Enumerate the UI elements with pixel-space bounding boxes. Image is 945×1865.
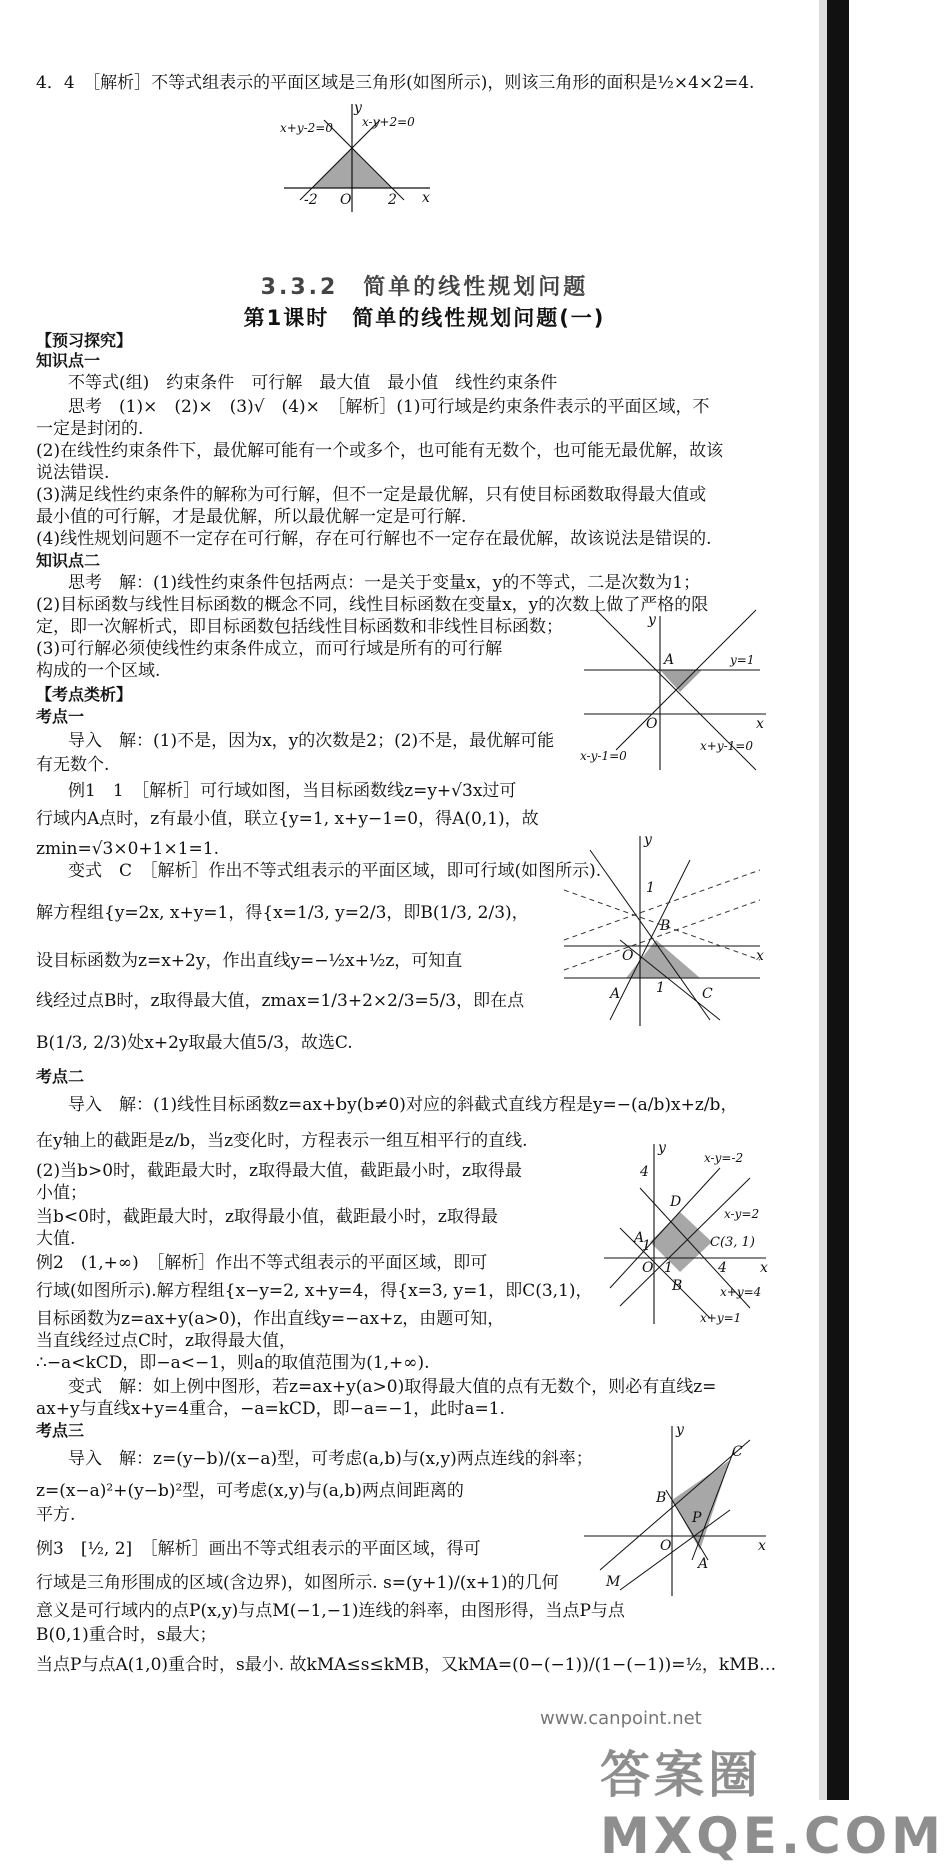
text-line: 不等式(组) 约束条件 可行解 最大值 最小值 线性约束条件 bbox=[68, 373, 558, 393]
text-line: 行域内A点时，z有最小值，联立{y=1, x+y−1=0，得A(0,1)，故 bbox=[36, 809, 539, 829]
text-line: zmin=√3×0+1×1=1. bbox=[36, 839, 219, 859]
label-x: x bbox=[422, 190, 430, 206]
heading-preview: 【预习探究】 bbox=[36, 331, 133, 350]
label-origin: O bbox=[646, 716, 658, 732]
figure-variant-1 bbox=[560, 830, 770, 1030]
label-C: C(3, 1) bbox=[710, 1235, 755, 1250]
text-line: 思考 解：(1)线性约束条件包括两点：一是关于变量x，y的不等式，二是次数为1； bbox=[68, 573, 701, 593]
text-line: 有无数个. bbox=[36, 755, 110, 775]
label-C: C bbox=[702, 986, 713, 1002]
text-line: 例1 1 ［解析］可行域如图，当目标函数线z=y+√3x过可 bbox=[68, 781, 517, 801]
text-line: 当b<0时，截距最大时，z取得最小值，截距最小时，z取得最 bbox=[36, 1207, 498, 1227]
text-line: 当点P与点A(1,0)重合时，s最小. 故kMA≤s≤kMB，又kMA=(0−(−1))/(1−(−1))=½，kMB… bbox=[36, 1655, 777, 1675]
heading-analysis: 【考点类析】 bbox=[36, 685, 133, 704]
text-line: 行域(如图所示).解方程组{x−y=2, x+y=4，得{x=3, y=1，即C(3,1)， bbox=[36, 1281, 593, 1301]
text-line: 变式 解：如上例中图形，若z=ax+y(a>0)取得最大值的点有无数个，则必有直线z= bbox=[68, 1377, 717, 1397]
label-y: y bbox=[644, 832, 652, 848]
tick-4-y: 4 bbox=[640, 1164, 649, 1180]
text-line: (2)目标函数与线性目标函数的概念不同，线性目标函数在变量x，y的次数上做了严格的限 bbox=[36, 595, 709, 615]
line-MA bbox=[620, 1510, 730, 1590]
text-line: 小值； bbox=[36, 1183, 87, 1203]
heading-kaodian-1: 考点一 bbox=[36, 707, 85, 726]
label-C: C bbox=[732, 1444, 743, 1460]
site-logo: 答案圈 MXQE.COM bbox=[600, 1746, 945, 1865]
figure-example-2 bbox=[600, 1138, 770, 1328]
text-line: (2)在线性约束条件下，最优解可能有一个或多个，也可能有无数个，也可能无最优解，故该 bbox=[36, 441, 724, 461]
label-origin: O bbox=[340, 192, 352, 208]
figure-example-3 bbox=[580, 1420, 770, 1600]
heading-kaodian-2: 考点二 bbox=[36, 1067, 85, 1086]
line-x+y-1 bbox=[616, 610, 756, 750]
label-line-a: x-y-1=0 bbox=[580, 749, 627, 763]
label-x: x bbox=[756, 948, 764, 964]
label-y: y bbox=[658, 1140, 666, 1156]
label-line-1: x+y-2=0 bbox=[280, 121, 333, 135]
text-line: 导入 解：z=(y−b)/(x−a)型，可考虑(a,b)与(x,y)两点连线的斜率； bbox=[68, 1449, 593, 1469]
label-origin: O bbox=[660, 1538, 672, 1554]
text-line: ∴−a<kCD，即−a<−1，则a的取值范围为(1,+∞). bbox=[36, 1353, 430, 1373]
text-line: B(1/3, 2/3)处x+2y取最大值5/3，故选C. bbox=[36, 1033, 353, 1053]
lesson-title: 第1课时 简单的线性规划问题(一) bbox=[243, 306, 606, 330]
label-M: M bbox=[606, 1574, 621, 1590]
text-line: 导入 解：(1)不是，因为x，y的次数是2；(2)不是，最优解可能 bbox=[68, 731, 555, 751]
label-2: 2 bbox=[388, 192, 397, 208]
label-B: B bbox=[660, 918, 671, 934]
label-y: y bbox=[648, 612, 656, 628]
label-neg2: -2 bbox=[304, 192, 318, 208]
label-x: x bbox=[758, 1538, 766, 1554]
text-line: 在y轴上的截距是z/b，当z变化时，方程表示一组互相平行的直线. bbox=[36, 1131, 528, 1151]
text-line: 说法错误. bbox=[36, 463, 110, 483]
text-line: 定，即一次解析式，即目标函数包括线性目标函数和非线性目标函数； bbox=[36, 617, 563, 637]
tick-1-x: 1 bbox=[664, 1260, 673, 1276]
text-line: ax+y与直线x+y=4重合，−a=kCD，即−a=−1，此时a=1. bbox=[36, 1399, 505, 1419]
label-P: P bbox=[692, 1510, 702, 1526]
label-y: y bbox=[676, 1422, 684, 1438]
text-line: (4)线性规划问题不一定存在可行解，存在可行解也不一定存在最优解，故该说法是错误的. bbox=[36, 529, 712, 549]
text-line: 导入 解：(1)线性目标函数z=ax+by(b≠0)对应的斜截式直线方程是y=−(a/b)x+z/b， bbox=[68, 1095, 738, 1115]
text-line: 目标函数为z=ax+y(a>0)，作出直线y=−ax+z，由题可知， bbox=[36, 1309, 505, 1329]
text-line: 行域是三角形围成的区域(含边界)，如图所示. s=(y+1)/(x+1)的几何 bbox=[36, 1573, 559, 1593]
label-x: x bbox=[756, 716, 764, 732]
label-line-2: x-y+2=0 bbox=[362, 115, 415, 129]
text-line: z=(x−a)²+(y−b)²型，可考虑(x,y)与(a,b)两点间距离的 bbox=[36, 1481, 464, 1501]
text-line: (3)可行解必须使线性约束条件成立，而可行域是所有的可行解 bbox=[36, 639, 503, 659]
label-A: A bbox=[664, 652, 675, 668]
label-B: B bbox=[656, 1490, 667, 1506]
label-origin: O bbox=[642, 1260, 654, 1276]
label-line-a: x-y=-2 bbox=[704, 1151, 744, 1165]
text-line: (2)当b>0时，截距最大时，z取得最大值，截距最小时，z取得最 bbox=[36, 1161, 522, 1181]
text-line: 平方. bbox=[36, 1505, 76, 1525]
text-line: 例2 (1,+∞) ［解析］作出不等式组表示的平面区域，即可 bbox=[36, 1253, 488, 1273]
text-line: 线经过点B时，z取得最大值，zmax=1/3+2×2/3=5/3，即在点 bbox=[36, 991, 525, 1011]
text-line: 思考 (1)× (2)× (3)√ (4)× ［解析］(1)可行域是约束条件表示的平面区域，不 bbox=[68, 397, 710, 417]
line-1 bbox=[590, 850, 710, 1020]
label-line-d: x+y=1 bbox=[700, 1311, 742, 1325]
text-line: 意义是可行域内的点P(x,y)与点M(−1,−1)连线的斜率，由图形得，当点P与点 bbox=[36, 1601, 625, 1621]
tick-4-x: 4 bbox=[718, 1260, 727, 1276]
watermark-url: www.canpoint.net bbox=[540, 1708, 702, 1729]
label-origin: O bbox=[622, 948, 634, 964]
tick-1-y: 1 bbox=[642, 1238, 651, 1254]
feasible-region bbox=[650, 1212, 712, 1272]
heading-point-2: 知识点二 bbox=[36, 551, 101, 570]
text-line: 大值. bbox=[36, 1229, 76, 1249]
text-line: 解方程组{y=2x, x+y=1，得{x=1/3, y=2/3，即B(1/3, 2/3)， bbox=[36, 903, 529, 923]
text-line: 变式 C ［解析］作出不等式组表示的平面区域，即可行域(如图所示). bbox=[68, 861, 602, 881]
label-A: A bbox=[634, 1230, 645, 1246]
line-3 bbox=[620, 940, 720, 1020]
text-line: 设目标函数为z=x+2y，作出直线y=−½x+½z，可知直 bbox=[36, 951, 463, 971]
label-y1: y=1 bbox=[730, 653, 755, 667]
label-line-c: x+y=4 bbox=[720, 1285, 762, 1299]
text-line: 例3 [½, 2] ［解析］画出不等式组表示的平面区域，得可 bbox=[36, 1539, 481, 1559]
label-x: x bbox=[760, 1260, 768, 1276]
figure-triangle-region bbox=[280, 100, 440, 220]
tick-1b: 1 bbox=[656, 980, 665, 996]
section-title: 3.3.2 简单的线性规划问题 bbox=[260, 275, 589, 300]
text-line: (3)满足线性约束条件的解称为可行解，但不一定是最优解，只有使目标函数取得最大值或 bbox=[36, 485, 707, 505]
label-A: A bbox=[698, 1556, 709, 1572]
text-line: 构成的一个区域. bbox=[36, 661, 161, 681]
heading-point-1: 知识点一 bbox=[36, 351, 101, 370]
label-y: y bbox=[354, 100, 362, 116]
heading-kaodian-3: 考点三 bbox=[36, 1421, 85, 1440]
text-line: 一定是封闭的. bbox=[36, 419, 144, 439]
label-A: A bbox=[610, 986, 621, 1002]
label-line-b: x-y=2 bbox=[724, 1207, 760, 1221]
text-line: B(0,1)重合时，s最大； bbox=[36, 1625, 217, 1645]
label-B: B bbox=[672, 1278, 683, 1294]
label-line-b: x+y-1=0 bbox=[700, 739, 753, 753]
label-D: D bbox=[670, 1194, 682, 1210]
answer-4-text: 4．4 ［解析］不等式组表示的平面区域是三角形(如图所示)，则该三角形的面积是½×4×2=4. bbox=[36, 73, 755, 93]
text-line: 当直线经过点C时，z取得最大值， bbox=[36, 1331, 296, 1351]
figure-example-1 bbox=[580, 610, 770, 780]
tick-1: 1 bbox=[646, 880, 655, 896]
text-line: 最小值的可行解，才是最优解，所以最优解一定是可行解. bbox=[36, 507, 467, 527]
